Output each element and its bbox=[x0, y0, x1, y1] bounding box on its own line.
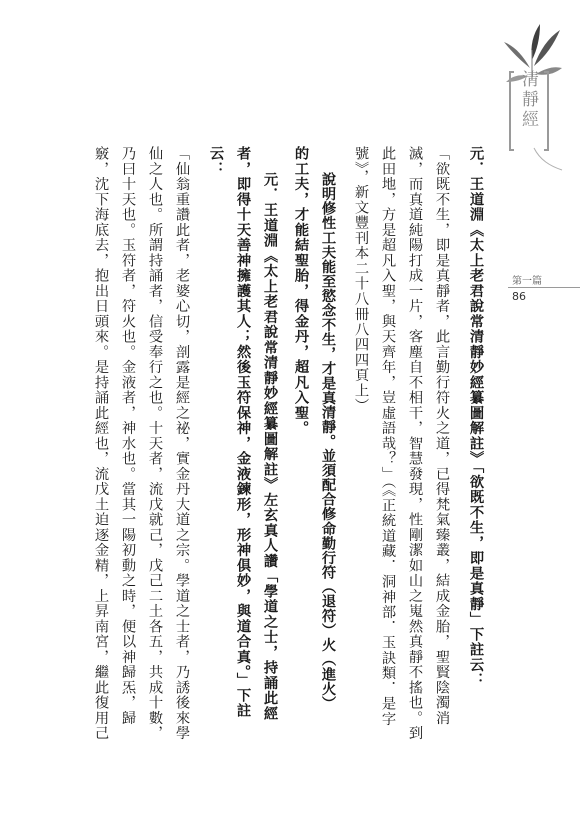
text-column: 滅，而真道純陽打成一片，客塵自不相干，智慧發現，性剛潔如山之嵬然真靜不搖也。到 bbox=[407, 146, 423, 741]
text-column: 「仙翁重讚此者，老婆心切，剖露是經之祕，實金丹大道之宗。學道之士者，乃誘後來學 bbox=[174, 146, 190, 741]
text-column: 乃曰十天也。玉符者，符火也。金液者，神水也。當其一陽初動之時，便以神歸炁，歸 bbox=[120, 146, 136, 726]
section-label: 第一篇 bbox=[512, 276, 542, 287]
text-column: 仙之人也。所謂持誦者，信受奉行之也。十天者，流戊就己，戊己二土各五，共成十數， bbox=[147, 146, 163, 741]
emblem-title: 清靜經 bbox=[518, 70, 538, 130]
page-number: 86 bbox=[512, 290, 526, 303]
text-column: 說明修性工夫能至慾念不生，才是真清靜。並須配合修命勤行符（退符）火（進火） bbox=[320, 172, 336, 711]
text-column: 云： bbox=[208, 146, 224, 177]
text-column: 「欲既不生，即是真靜者，此言勤行符火之道，已得梵氣臻叢，結成金胎，聖賢陰濁消 bbox=[434, 146, 450, 726]
page-tab-divider bbox=[508, 287, 580, 288]
text-column: 此田地，方是超凡入聖，與天齊年，豈虛語哉？」（《正統道藏．洞神部．玉訣類．是字 bbox=[380, 146, 396, 727]
text-column: 號》，新文豐刊本二十八冊八四四頁上） bbox=[353, 146, 369, 414]
text-column: 的工夫，才能結聖胎，得金丹，超凡入聖。 bbox=[293, 146, 309, 436]
text-column: 竅，沈下海底去，抱出日頭來。是持誦此經也，流戊土迫逐金精，上昇南宮，繼此復用己 bbox=[93, 146, 109, 741]
text-column: 元．王道淵《太上老君說常清靜妙經纂圖解註》左玄真人讚「學道之士，持誦此經 bbox=[262, 172, 278, 721]
text-column: 元．王道淵《太上老君說常清靜妙經纂圖解註》「欲既不生，即是真靜」下註云： bbox=[468, 146, 484, 688]
text-column: 者，即得十天善神擁護其人；然後玉符保神，金液鍊形，形神俱妙，與道合真。」下註 bbox=[235, 146, 251, 719]
